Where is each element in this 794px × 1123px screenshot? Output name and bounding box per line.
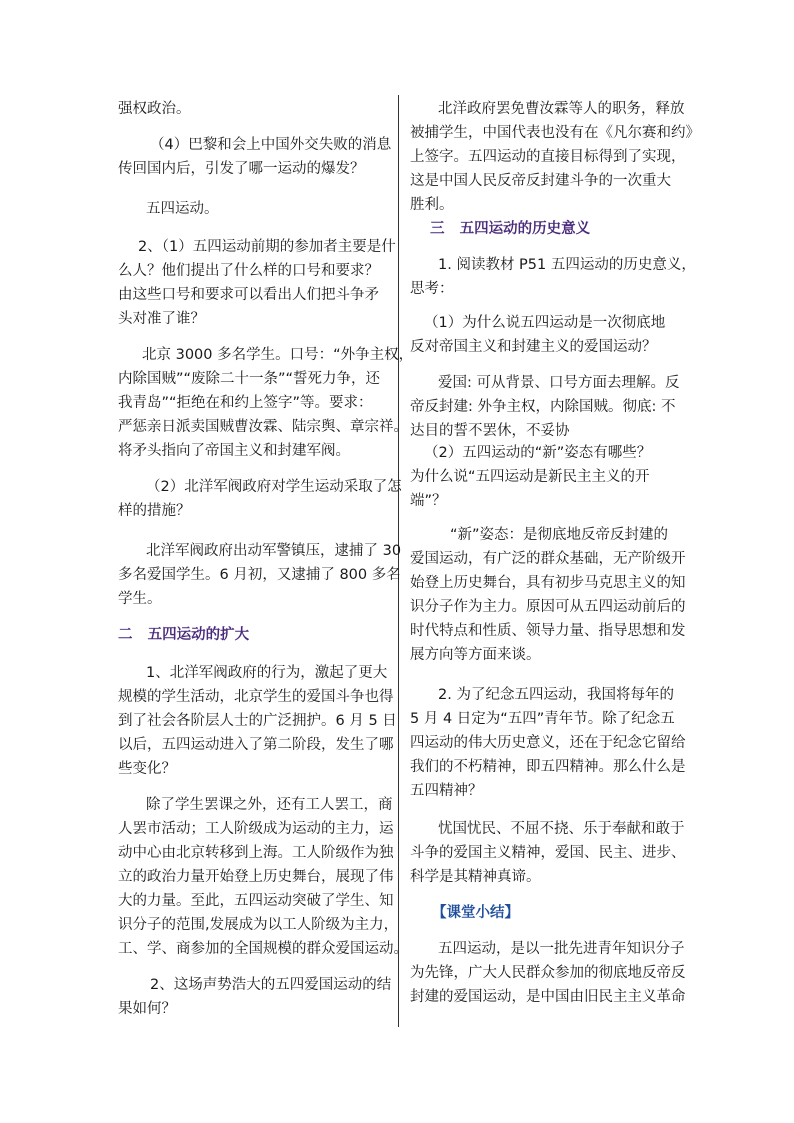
answer-line: 科学是其精神真谛。 [410,869,541,885]
answer-line: 忧国忧民、不屈不挠、乐于奉献和敢于 [438,821,685,837]
answer-line: 多名爱国学生。6 月初，又逮捕了 800 多名 [118,567,401,583]
answer-line: 这是中国人民反帝反封建斗争的一次重大 [410,173,671,189]
answer-line: 爱国: 可从背景、口号方面去理解。反 [438,375,680,391]
question-line: 为什么说“五四运动是新民主主义的开 [410,469,650,485]
question-line: 反对帝国主义和封建主义的爱国运动？ [410,339,657,355]
answer-line: 胜利。 [410,197,454,213]
answer-line: 我青岛”“拒绝在和约上签字”等。要求： [118,395,373,411]
question-line: 到了社会各阶层人士的广泛拥护。6 月 5 日 [118,713,397,729]
section-heading-3: 三 五四运动的历史意义 [430,221,591,237]
answer-line: 识分子的范围,发展成为以工人阶级为主力， [118,917,399,933]
answer-line: 大的力量。至此，五四运动突破了学生、知 [118,893,394,909]
question-line: 由这些口号和要求可以看出人们把斗争矛 [118,287,379,303]
answer-line: 将矛头指向了帝国主义和封建军阀。 [118,443,350,459]
question-line: 头对准了谁？ [118,311,205,327]
summary-line: 五四运动，是以一批先进青年知识分子 [438,941,685,957]
answer-line: 帝反封建: 外争主权，内除国贼。彻底: 不 [410,399,676,415]
question-line: 思考： [410,281,454,297]
question-line: 2、（1）五四运动前期的参加者主要是什 [138,239,396,255]
question-line: 端”？ [410,493,447,509]
text-line: 强权政治。 [118,101,191,117]
question-line: （2）北洋军阀政府对学生运动采取了怎 [146,479,402,495]
section-heading-2: 二 五四运动的扩大 [118,627,250,643]
answer-line: 被捕学生，中国代表也没有在《凡尔赛和约》 [410,125,700,141]
summary-line: 为先锋，广大人民群众参加的彻底地反帝反 [410,965,686,981]
answer-line: 除了学生罢课之外，还有工人罢工，商 [146,797,393,813]
summary-heading: 【课堂小结】 [432,905,519,921]
answer-line: 始登上历史舞台，具有初步马克思主义的知 [410,575,686,591]
question-line: 1. 阅读教材 P51 五四运动的历史意义， [438,257,696,273]
question-line: 1、北洋军阀政府的行为，激起了更大 [146,665,388,681]
question-line: （2）五四运动的“新”姿态有哪些？ [424,445,652,461]
question-line: 我们的不朽精神，即五四精神。那么什么是 [410,759,686,775]
question-line: 么人？他们提出了什么样的口号和要求？ [118,263,379,279]
question-line: （1）为什么说五四运动是一次彻底地 [424,315,666,331]
question-line: 样的措施？ [118,503,191,519]
question-line: 2、这场声势浩大的五四爱国运动的结 [150,977,392,993]
question-line: 规模的学生活动，北京学生的爱国斗争也得 [118,689,394,705]
question-line: 2. 为了纪念五四运动，我国将每年的 [438,687,674,703]
question-line: 些变化？ [118,761,176,777]
question-line: 传回国内后，引发了哪一运动的爆发？ [118,161,365,177]
answer-line: “新”姿态：是彻底地反帝反封建的 [450,527,669,543]
summary-line: 封建的爱国运动，是中国由旧民主主义革命 [410,989,686,1005]
answer-line: 人罢市活动；工人阶级成为运动的主力，运 [118,821,394,837]
question-line: （4）巴黎和会上中国外交失败的消息 [150,137,392,153]
question-line: 四运动的伟大历史意义，还在于纪念它留给 [410,735,686,751]
answer-line: 北京 3000 多名学生。口号：“外争主权， [142,347,414,363]
question-line: 5 月 4 日定为“五四”青年节。除了纪念五 [410,711,675,727]
answer-line: 五四运动。 [146,201,219,217]
answer-line: 工、学、商参加的全国规模的群众爱国运动。 [118,941,408,957]
answer-line: 严惩亲日派卖国贼曹汝霖、陆宗舆、章宗祥。 [118,419,408,435]
answer-line: 斗争的爱国主义精神，爱国、民主、进步、 [410,845,686,861]
answer-line: 立的政治力量开始登上历史舞台，展现了伟 [118,869,394,885]
answer-line: 时代特点和性质、领导力量、指导思想和发 [410,623,686,639]
answer-line: 达目的誓不罢休，不妥协 [410,423,570,439]
answer-line: 内除国贼”“废除二十一条”“誓死力争，还 [118,371,381,387]
answer-line: 北洋军阀政府出动军警镇压，逮捕了 30 [146,543,402,559]
answer-line: 北洋政府罢免曹汝霖等人的职务，释放 [438,101,685,117]
answer-line: 展方向等方面来谈。 [410,647,541,663]
question-line: 果如何？ [118,1001,176,1017]
question-line: 以后，五四运动进入了第二阶段，发生了哪 [118,737,394,753]
answer-line: 识分子作为主力。原因可从五四运动前后的 [410,599,686,615]
answer-line: 学生。 [118,591,162,607]
answer-line: 爱国运动，有广泛的群众基础，无产阶级开 [410,551,686,567]
answer-line: 上签字。五四运动的直接目标得到了实现， [410,149,686,165]
question-line: 五四精神？ [410,783,483,799]
answer-line: 动中心由北京转移到上海。工人阶级作为独 [118,845,394,861]
